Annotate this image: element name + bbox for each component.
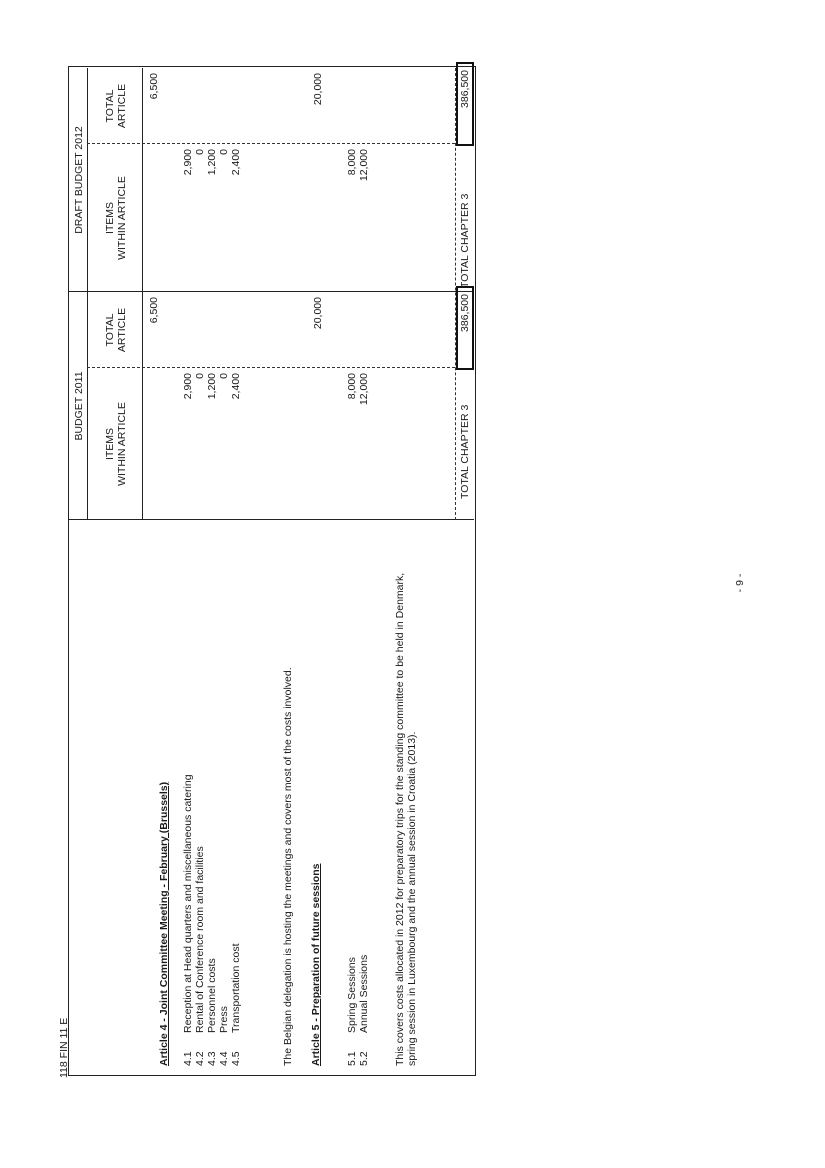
chapter-total-2011: 386,500: [459, 294, 471, 332]
item-number: 4.5: [230, 1051, 242, 1066]
article-4-note: The Belgian delegation is hosting the meetings and covers most of the costs involved.: [282, 667, 294, 1066]
header-draft-budget-2012: DRAFT BUDGET 2012: [73, 126, 85, 234]
item-value-2011: 0: [218, 373, 230, 379]
item-label: Reception at Head quarters and miscellaneous catering: [182, 774, 194, 1033]
item-value-2012: 12,000: [358, 149, 370, 182]
item-value-2011: 1,200: [206, 373, 218, 400]
item-label: Annual Sessions: [358, 954, 370, 1033]
article-5-title: Article 5 - Preparation of future sessions: [310, 863, 322, 1066]
item-label: Spring Sessions: [346, 957, 358, 1033]
item-value-2011: 2,400: [230, 373, 242, 400]
item-number: 4.3: [206, 1051, 218, 1066]
article-5-note-line2: spring session in Luxembourg and the annual session in Croatia (2013).: [406, 731, 418, 1066]
item-value-2012: 0: [194, 149, 206, 155]
article-5-total-2011: 20,000: [312, 297, 324, 330]
item-value-2012: 2,900: [182, 149, 194, 176]
item-label: Rental of Conference room and facilities: [194, 846, 206, 1033]
chapter-total-box-2012: [456, 62, 474, 146]
header-total-2012-line2: ARTICLE: [116, 83, 128, 129]
header-total-2011-line1: TOTAL: [104, 313, 116, 347]
header-items-2011-line1: ITEMS: [104, 427, 116, 461]
header-total-2011-line2: ARTICLE: [116, 307, 128, 353]
item-label: Press: [218, 1006, 230, 1033]
header-total-2012-line1: TOTAL: [104, 89, 116, 123]
header-items-2012-line1: ITEMS: [104, 201, 116, 235]
chapter-total-label-2012: TOTAL CHAPTER 3: [459, 193, 471, 288]
item-number: 5.1: [346, 1051, 358, 1066]
chapter-total-label-2011: TOTAL CHAPTER 3: [459, 404, 471, 499]
article-5-total-2012: 20,000: [312, 73, 324, 106]
item-number: 4.1: [182, 1051, 194, 1066]
header-items-2012-line2: WITHIN ARTICLE: [116, 176, 128, 260]
article-4-title: Article 4 - Joint Committee Meeting - February (Brussels): [158, 781, 170, 1066]
item-value-2011: 0: [194, 373, 206, 379]
chapter-total-2012: 386,500: [459, 70, 471, 108]
document-reference: 118 FIN 11 E: [58, 1017, 70, 1078]
item-number: 5.2: [358, 1051, 370, 1066]
item-value-2011: 8,000: [346, 373, 358, 400]
item-value-2012: 0: [218, 149, 230, 155]
chapter-total-box-2011: [456, 286, 474, 370]
item-value-2012: 1,200: [206, 149, 218, 176]
article-4-total-2011: 6,500: [148, 297, 160, 324]
page-number: - 9 -: [734, 573, 746, 593]
article-5-note-line1: This covers costs allocated in 2012 for preparatory trips for the standing committee to be held in Denmark,: [394, 572, 406, 1066]
item-value-2012: 8,000: [346, 149, 358, 176]
item-value-2011: 2,900: [182, 373, 194, 400]
article-4-total-2012: 6,500: [148, 73, 160, 100]
item-value-2011: 12,000: [358, 373, 370, 406]
header-budget-2011: BUDGET 2011: [73, 371, 85, 441]
header-items-2011-line2: WITHIN ARTICLE: [116, 402, 128, 486]
item-number: 4.2: [194, 1051, 206, 1066]
item-label: Personnel costs: [206, 958, 218, 1033]
item-label: Transportation cost: [230, 943, 242, 1033]
item-value-2012: 2,400: [230, 149, 242, 176]
item-number: 4.4: [218, 1051, 230, 1066]
